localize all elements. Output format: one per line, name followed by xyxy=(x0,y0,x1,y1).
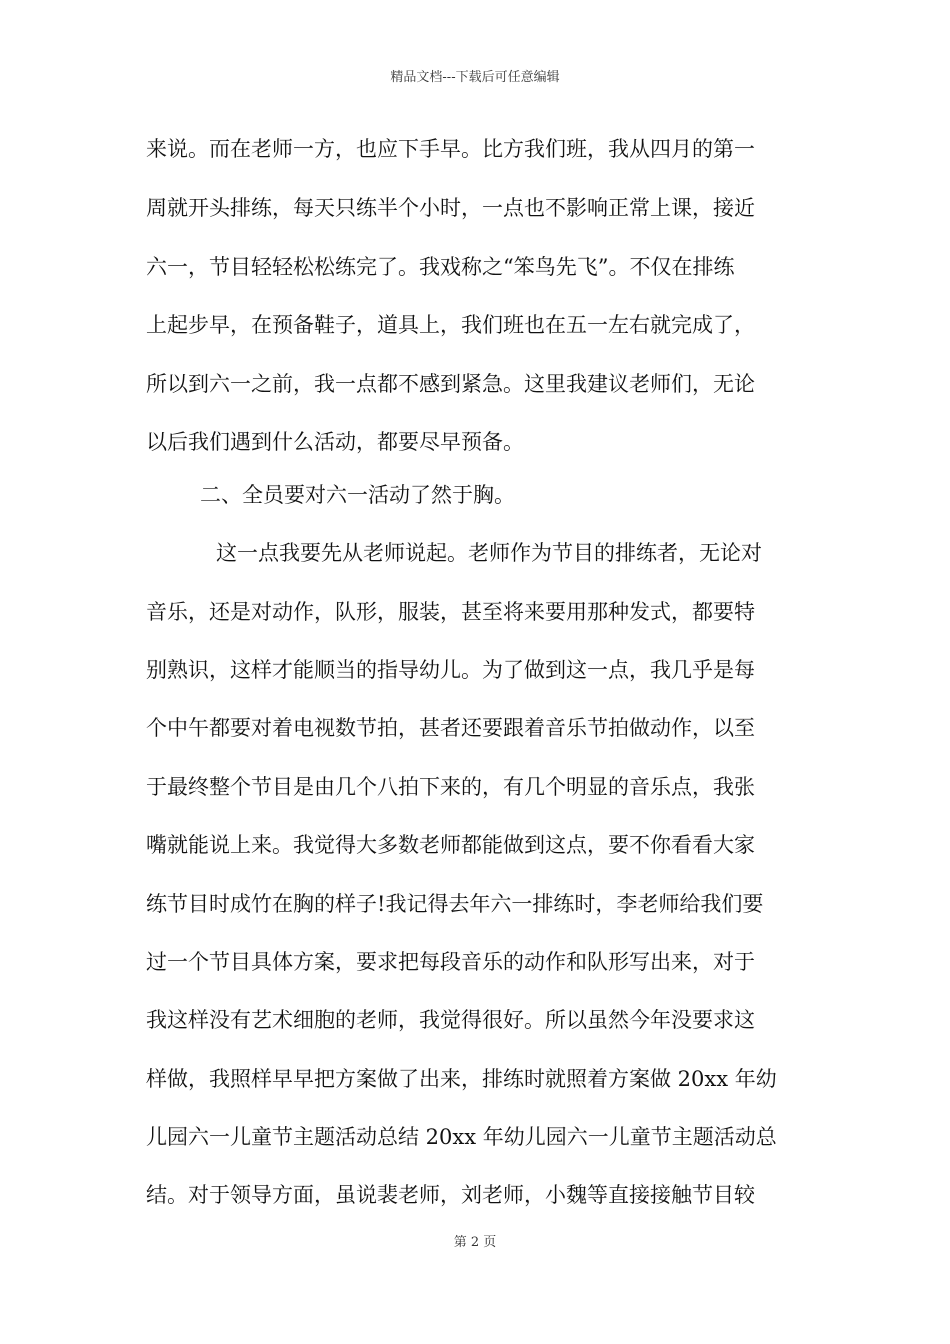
text-line: 别熟识，这样才能顺当的指导幼儿。为了做到这一点，我几乎是每 xyxy=(146,658,755,682)
text-line: 六一，节目轻轻松松练完了。我戏称之“笨鸟先飞”。不仅在排练 xyxy=(146,255,735,279)
text-line: 这一点我要先从老师说起。老师作为节目的排练者，无论对 xyxy=(216,541,762,565)
text-line: 样做，我照样早早把方案做了出来，排练时就照着方案做 20xx 年幼 xyxy=(146,1067,777,1091)
text-line: 嘴就能说上来。我觉得大多数老师都能做到这点，要不你看看大家 xyxy=(146,833,755,857)
text-line: 个中午都要对着电视数节拍，甚者还要跟着音乐节拍做动作，以至 xyxy=(146,716,755,740)
text-line: 以后我们遇到什么活动，都要尽早预备。 xyxy=(146,430,524,454)
text-line: 于最终整个节目是由几个八拍下来的，有几个明显的音乐点，我张 xyxy=(146,775,755,799)
text-line: 来说。而在老师一方，也应下手早。比方我们班，我从四月的第一 xyxy=(146,137,755,161)
text-line: 周就开头排练，每天只练半个小时，一点也不影响正常上课，接近 xyxy=(146,196,755,220)
text-line: 过一个节目具体方案，要求把每段音乐的动作和队形写出来，对于 xyxy=(146,950,755,974)
text-line: 所以到六一之前，我一点都不感到紧急。这里我建议老师们，无论 xyxy=(146,372,755,396)
text-line: 结。对于领导方面，虽说裴老师，刘老师，小魏等直接接触节目较 xyxy=(146,1183,755,1207)
text-line: 上起步早，在预备鞋子，道具上，我们班也在五一左右就完成了， xyxy=(146,313,755,337)
section-heading: 二、全员要对六一活动了然于胸。 xyxy=(200,483,515,507)
text-line: 音乐，还是对动作，队形，服装，甚至将来要用那种发式，都要特 xyxy=(146,600,755,624)
text-line: 练节目时成竹在胸的样子!我记得去年六一排练时，李老师给我们要 xyxy=(146,892,764,916)
page-header: 精品文档---下载后可任意编辑 xyxy=(390,70,560,85)
page-number: 第 2 页 xyxy=(453,1235,497,1250)
text-line: 儿园六一儿童节主题活动总结 20xx 年幼儿园六一儿童节主题活动总 xyxy=(146,1125,777,1149)
text-line: 我这样没有艺术细胞的老师，我觉得很好。所以虽然今年没要求这 xyxy=(146,1008,755,1032)
